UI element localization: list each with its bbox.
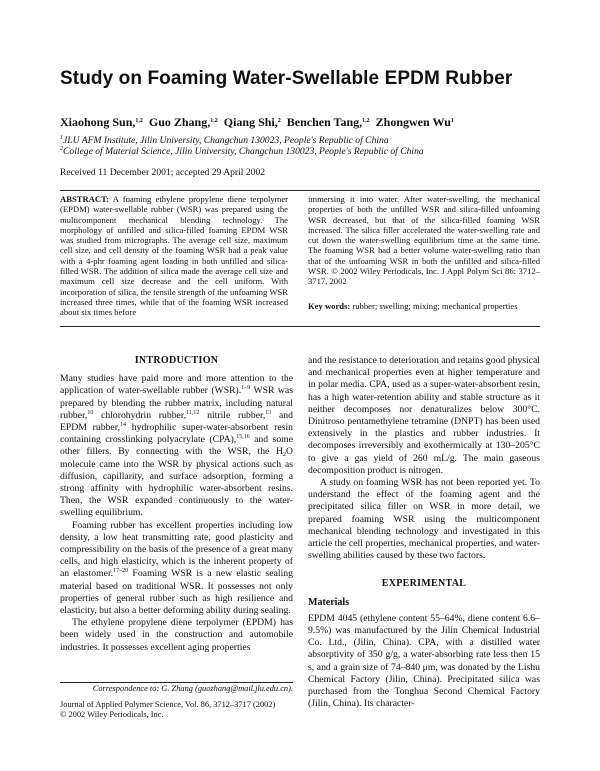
paper-title: Study on Foaming Water-Swellable EPDM Rubber — [60, 68, 513, 89]
affiliation-2: $^2$College of Material Science, Jilin University, Changchun 130023, People's Republic of China — [60, 146, 424, 157]
body-left-column — [60, 350, 293, 654]
abstract-left-column — [60, 194, 288, 318]
abstract-right-column: immersing it into water. After water-swelling, the mechanical properties of both the unfilled WSR and silica-filled unfoaming WSR decreased, but that of the silica-filled foaming WSR increased. The silica filler accelerated the water-swelling rate and cut down the water-swelling equilibrium time at the same time. The foaming WSR had a better volume water-swelling ratio than that of the unfoaming WSR in both the unfilled and silica-filled WSR. © 2002 Wiley Periodicals, Inc. J Appl Polym Sci 86: 3712–3717, 2002 — [308, 194, 540, 287]
received-dates: Received 11 December 2001; accepted 29 April 2002 — [60, 167, 266, 178]
subsection-heading-materials: Materials — [308, 596, 350, 608]
abstract-text-left: A foaming ethylene propylene diene terpolymer (EPDM) water-swellable rubber (WSR) was prepared using the multicomponent mechanical blending technology. The morphology of unfilled and silica-filled foaming EPDM WSR was studied from micrographs. The average cell size, maximum cell size, and cell density of the foaming WSR had a peak value with a 4-phr foaming agent loading in both unfilled and silica-filled WSR. The addition of silica made the average cell size and maximum cell size decrease and the cell uniform. With incorporation of silica, the tensile strength of the unfoaming WSR increased three times, while that of the foaming WSR increased about six times before — [60, 194, 288, 318]
author: Guo Zhang,$^{1,2}$ — [148, 115, 218, 129]
intro-paragraph-2: Foaming rubber has excellent properties including low density, a low heat transmitting rate, good plasticity and compressibility on the basis of the presence of a great many cells, and high elasticity, which is the inherent property of an elastomer.$^{17-20}$ Foaming WSR is a new elastic sealing material based on traditional WSR. It possesses not only properties of general rubber such as high resilience and elasticity, but also a better deforming ability during sealing. — [60, 519, 293, 617]
author-list — [60, 115, 560, 130]
author: Benchen Tang,$^{1,2}$ — [286, 115, 370, 129]
keywords-text: rubber; swelling; mixing; mechanical properties — [350, 301, 518, 311]
author: Xiaohong Sun,$^{1,2}$ — [60, 115, 143, 129]
materials-paragraph: EPDM 4045 (ethylene content 55–64%, diene content 6.6–9.5%) was manufactured by the Jilin Chemical Industrial Co. Ltd., (Jilin, China). CPA, with a distilled water absorptivity of 350 g/g, a water-absorbing rate less then 15 s, and a grain size of 74–840 μm, was donated by the Lishu Chemical Factory (Jilin, China). Precipitated silica was purchased from the Tonghua Second Chemical Factory (Jilin, China). Its character- — [308, 612, 540, 710]
intro-paragraph-3: The ethylene propylene diene terpolymer (EPDM) has been widely used in the construction and automobile industries. It possesses excellent aging properties — [60, 617, 293, 653]
keywords-label: Key words: — [308, 301, 351, 311]
author: Qiang Shi,$^2$ — [223, 115, 281, 129]
section-heading-experimental: EXPERIMENTAL — [381, 578, 467, 590]
intro-paragraph-5: A study on foaming WSR has not been reported yet. To understand the effect of the foaming agent and the precipitated silica filler on WSR in more detail, we prepared foaming WSR using the multicomponent mechanical blending technology and investigated in this article the cell properties, mechanical properties, and water-swelling abilities caused by these two factors. — [308, 477, 540, 562]
body-right-column — [308, 355, 540, 710]
section-heading-introduction: INTRODUCTION — [134, 355, 219, 366]
abstract-label: ABSTRACT: — [60, 194, 110, 204]
journal-citation: Journal of Applied Polymer Science, Vol. 86, 3712–3717 (2002) © 2002 Wiley Periodicals, Inc. — [60, 699, 276, 719]
intro-paragraph-1: Many studies have paid more and more attention to the application of water-swellable rubber (WSR).$^{1-9}$ WSR was prepared by blending the rubber matrix, including natural rubber,$^{10}$ chlorohydrin rubber,$^{11,12}$ nitrile rubber,$^{13}$ and EPDM rubber,$^{14}$ hydrophilic super-water-absorbent resin containing crosslinking polyacrylate (CPA),$^{15,16}$ and some other fillers. By connecting with the WSR, the $H_2O$ molecule came into the WSR by physical actions such as diffusion, capillarity, and surface adsorption, forming a strong affinity with hydrophilic water-absorbent resins. Then, the WSR expanded continuously to the water-swelling equilibrium. — [60, 373, 294, 519]
correspondence-note: Correspondence to: G. Zhang (guozhang@mail.jlu.edu.cn). — [92, 684, 293, 693]
intro-paragraph-4: and the resistance to deterioration and retains good physical and mechanical properties even at higher temperature and in polar media. CPA, used as a super-water-absorbent resin, has a high water-retention ability and stable structure as it neither decomposes nor denaturalizes below 300°C. Dinitroso pentamethylene tetramine (DNPT) has been used extensively in the plastics and rubber industries. It decomposes irreversibly and exothermically at 130–205°C to give a gas yield of 260 mL/g. The main gaseous decomposition product is nitrogen. — [308, 355, 540, 476]
author: Zhongwen Wu$^1$ — [375, 115, 454, 129]
footnote-block — [60, 682, 293, 719]
affiliation-1: $^1$JLU AFM Institute, Jilin University, Changchun 130023, People's Republic of China — [60, 135, 389, 146]
keywords — [308, 301, 540, 311]
